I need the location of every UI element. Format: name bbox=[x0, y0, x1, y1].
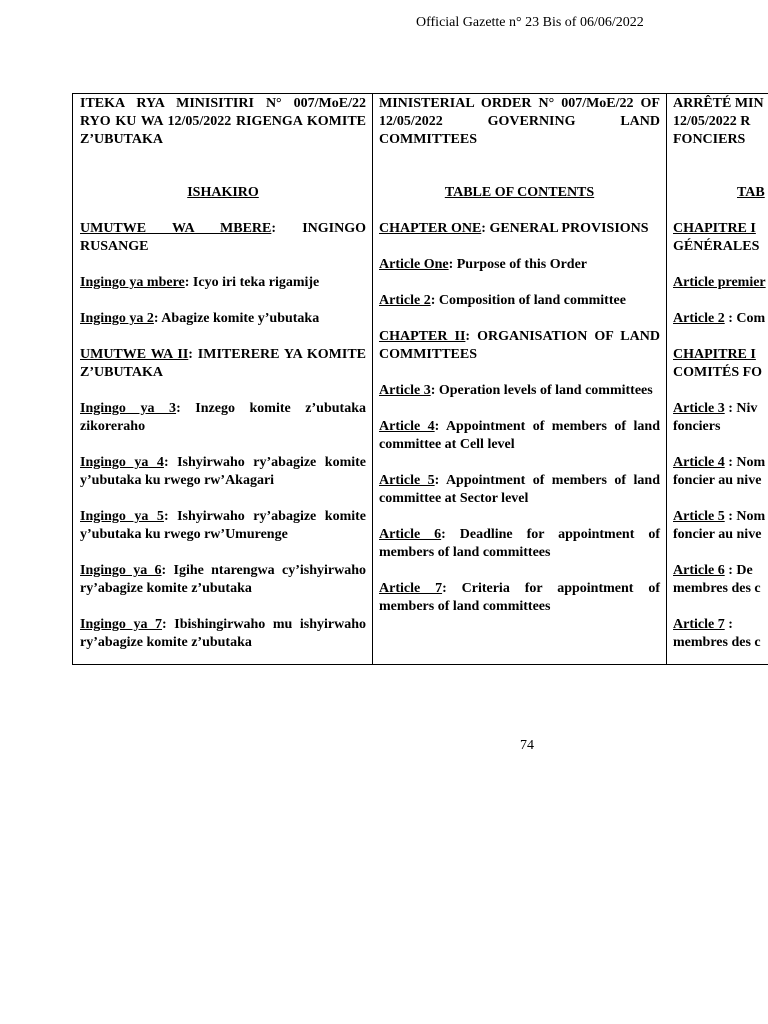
toc-entry: Article 5 : Nom foncier au nive bbox=[673, 509, 766, 542]
toc-entry: Article One: Purpose of this Order bbox=[379, 257, 588, 272]
toc-entry: CHAPITRE I COMITÉS FO bbox=[673, 347, 763, 380]
toc-entry: Article 3 : Niv fonciers bbox=[673, 401, 758, 434]
kinyarwanda-column bbox=[73, 94, 373, 664]
toc-entry: Ingingo ya 7: Ibishingirwaho mu ishyirwaho ry’abagize komite z’ubutaka bbox=[80, 617, 366, 650]
toc-entry: Article 6 : De membres des c bbox=[673, 563, 761, 596]
order-title-rw: ITEKA RYA MINISITIRI N° 007/MoE/22 RYO KU WA 12/05/2022 RIGENGA KOMITE Z’UBUTAKA bbox=[80, 96, 366, 147]
toc-heading-en: TABLE OF CONTENTS bbox=[444, 185, 595, 200]
french-column bbox=[667, 94, 768, 664]
toc-entry: Ingingo ya 5: Ishyirwaho ry’abagize komite y’ubutaka ku rwego rw’Umurenge bbox=[80, 509, 366, 542]
order-title-fr: ARRÊTÉ MIN 12/05/2022 R FONCIERS bbox=[673, 96, 764, 147]
toc-entry: Article 2: Composition of land committee bbox=[379, 293, 626, 308]
toc-entry: Ingingo ya 2: Abagize komite y’ubutaka bbox=[80, 311, 320, 326]
toc-entry: UMUTWE WA II: IMITERERE YA KOMITE Z’UBUTAKA bbox=[80, 347, 366, 380]
table-of-contents-table bbox=[72, 93, 768, 665]
toc-entry: Article 4: Appointment of members of land committee at Cell level bbox=[379, 419, 660, 452]
toc-entry: Article premier bbox=[673, 275, 766, 290]
toc-heading-fr: TAB bbox=[737, 185, 765, 200]
toc-entry: Article 4 : Nom foncier au nive bbox=[673, 455, 766, 488]
toc-entry: Article 5: Appointment of members of land committee at Sector level bbox=[379, 473, 660, 506]
gazette-header: Official Gazette n° 23 Bis of 06/06/2022 bbox=[416, 15, 644, 30]
toc-entry: Ingingo ya mbere: Icyo iri teka rigamije bbox=[80, 275, 320, 290]
toc-heading-rw: ISHAKIRO bbox=[187, 185, 259, 200]
toc-entry: CHAPTER II: ORGANISATION OF LAND COMMITTEES bbox=[379, 329, 660, 362]
toc-entry: Article 3: Operation levels of land committees bbox=[379, 383, 653, 398]
toc-entry: Article 6: Deadline for appointment of members of land committees bbox=[379, 527, 660, 560]
toc-entry: Ingingo ya 3: Inzego komite z’ubutaka zikoreraho bbox=[80, 401, 366, 434]
order-title-en: MINISTERIAL ORDER N° 007/MoE/22 OF 12/05/2022 GOVERNING LAND COMMITTEES bbox=[379, 96, 660, 147]
page-number: 74 bbox=[520, 738, 534, 753]
toc-entry: CHAPITRE I GÉNÉRALES bbox=[673, 221, 760, 254]
toc-entry: Article 7 : membres des c bbox=[673, 617, 761, 650]
toc-entry: Ingingo ya 6: Igihe ntarengwa cy’ishyirwaho ry’abagize komite z’ubutaka bbox=[80, 563, 366, 596]
toc-entry: Article 7: Criteria for appointment of members of land committees bbox=[379, 581, 660, 614]
toc-entry: CHAPTER ONE: GENERAL PROVISIONS bbox=[379, 221, 649, 236]
toc-entry: Article 2 : Com bbox=[673, 311, 766, 326]
toc-entry: Ingingo ya 4: Ishyirwaho ry’abagize komite y’ubutaka ku rwego rw’Akagari bbox=[80, 455, 366, 488]
english-column bbox=[373, 94, 667, 664]
toc-entry: UMUTWE WA MBERE: INGINGO RUSANGE bbox=[80, 221, 366, 254]
